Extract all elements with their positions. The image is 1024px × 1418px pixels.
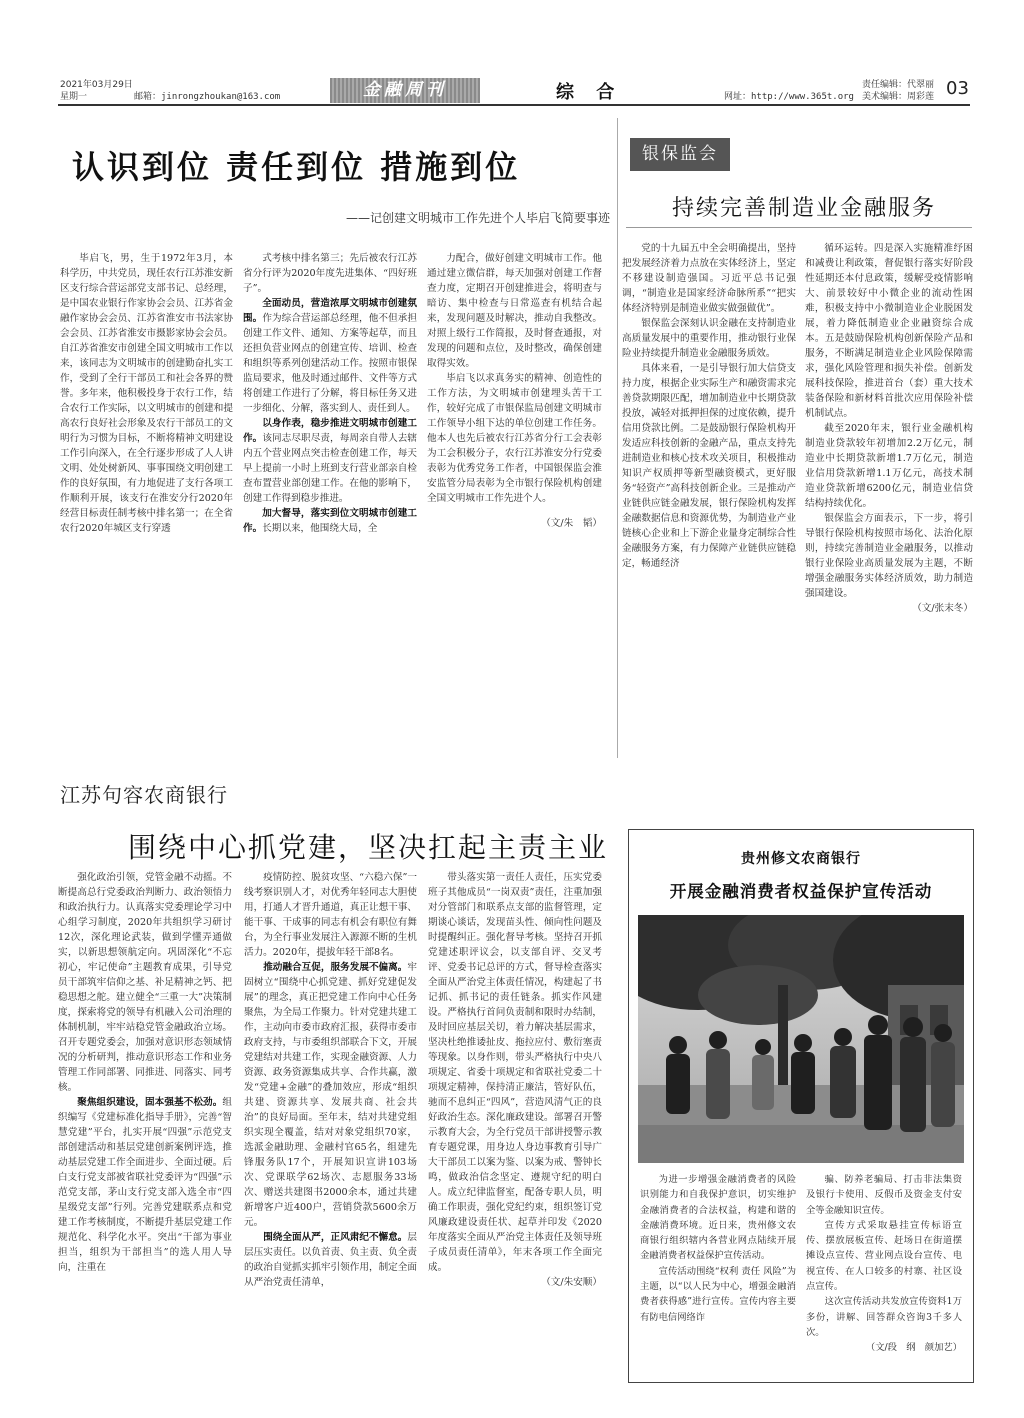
issue-date: 2021年03月29日 [60, 80, 133, 90]
article1-col3 [427, 251, 602, 571]
masthead-banner [330, 78, 480, 103]
article1-subtitle: ——记创建文明城市工作先进个人毕启飞简要事迹 [345, 211, 610, 225]
paragraph: 毕启飞以求真务实的精神、创造性的工作方法，为文明城市创建埋头苦干工作，较好完成了市银保监局创建文明城市工作领导小组下达的单位创建工作任务。他本人也先后被农行江苏省分行工会表彰为工会积极分子，农行江苏淮安分行党委表彰为优秀党务工作者，中国银保监会淮安监管分局表彰为全市银行保险机构创建全国文明城市工作先进个人。 [427, 373, 602, 504]
article4-org: 贵州修文农商银行 [741, 851, 861, 867]
article3-col2 [244, 870, 417, 1390]
paragraph: 党的十九届五中全会明确提出，坚持把发展经济着力点放在实体经济上，坚定不移建设制造强国。习近平总书记强调，“制造业是国家经济命脉所系”“把实体经济特别是制造业做实做强做优”。 [622, 243, 796, 314]
divider-vertical-top [617, 118, 618, 758]
paragraph: 为进一步增强金融消费者的风险识别能力和自我保护意识，切实维护金融消费者的合法权益，构建和谐的金融消费环境。近日来，贵州修文农商银行组织辖内各营业网点陆续开展金融消费者权益保护宣传活动。 [640, 1174, 796, 1262]
paragraph: 式考核中排名第三；先后被农行江苏省分行评为2020年度先进集体、“四好班子”。 [243, 253, 417, 294]
article2-title: 持续完善制造业金融服务 [672, 196, 937, 221]
paragraph: 这次宣传活动共发放宣传资料1万多份，讲解、回答群众咨询3千多人次。 [806, 1296, 962, 1338]
article4-col1 [640, 1172, 796, 1372]
paragraph: 聚焦组织建设，固本强基不松劲。组织编写《党建标准化指导手册》，完善“智慧党建”平台，扎实开展“四强”示范党支部创建活动和基层党建创新案例评选，推动基层党建工作全面进步、全面过硬。后白支行党支部被省联社党委评为“四强”示范党支部，茅山支行党支部入选全市“四星级党支部”行列。完善党建联系点和党建工作考核制度，不断提升基层党建工作规范化、科学化水平。突出“干部为事业担当，组织为干部担当”的选人用人导向，注重在 [58, 1097, 232, 1273]
article2-byline: （文/张末冬） [912, 603, 973, 614]
article2-title-rule [626, 227, 972, 228]
article1-byline: （文/朱 韬） [541, 518, 602, 529]
event-photo-scene [638, 915, 964, 1163]
paragraph: 围绕全面从严，正风肃纪不懈怠。层层压实责任。以负首责、负主责、负全责的政治自觉抓实抓牢引领作用，制定全面从严治党责任清单， [244, 1232, 417, 1288]
paragraph: 宣传活动围绕“权利 责任 风险”为主题，以“以人民为中心，增强金融消费者获得感”进行宣传。宣传内容主要有防电信网络诈 [640, 1265, 796, 1323]
paragraph: 银保监会方面表示，下一步，将引导银行保险机构按照市场化、法治化原则，持续完善制造业金融服务，以推动银行业保险业高质量发展为主题，不断增强金融服务实体经济质效，助力制造强国建设。 [805, 513, 973, 599]
paragraph: 循环运转。四是深入实施精准纾困和减费让利政策，督促银行落实好阶段性延期还本付息政策，缓解受疫情影响大、前景较好中小微企业的流动性困难，积极支持中小微制造业企业脱困发展，着力降低制造业企业融资综合成本。五是鼓励保险机构创新保险产品和服务，不断满足制造业企业风险保障需求，强化风险管理和损失补偿。创新发展科技保险，推进首台（套）重大技术装备保险和新材料首批次应用保险补偿机制试点。 [805, 243, 973, 419]
article1-col2 [243, 251, 417, 571]
article4-byline: （文/段 纲 颜加艺） [865, 1342, 962, 1354]
article4-title: 开展金融消费者权益保护宣传活动 [669, 882, 933, 901]
paragraph: 强化政治引领，党管金融不动摇。不断提高总行党委政治判断力、政治领悟力和政治执行力。认真落实党委理论学习中心组学习制度，2020年共组织学习研讨12次，深化理论武装，做到学懂弄通做实，以新思想领航定向。巩固深化“不忘初心，牢记使命”主题教育成果，引导党员干部筑牢信仰之基、补足精神之钙、把稳思想之舵。建立健全“三重一大”决策制度，探索将党的领导有机融入公司治理的体制机制，牢牢站稳党管金融政治立场。召开专题党委会，加强对意识形态领域情况的分析研判，推动意识形态工作和业务管理工作同部署、同推进、同落实、同考核。 [58, 872, 232, 1093]
article1-title: 认识到位 责任到位 措施到位 [72, 148, 521, 186]
paragraph: 全面动员，营造浓厚文明城市创建氛围。作为综合营运部总经理，他不但承担创建工作文件、通知、方案等起草，而且还担负营业网点的创建宣传、培训、检查和组织等系列创建活动工作。按照市银保监局要求，他及时通过邮件、文件等方式将创建工作进行了分解，将目标任务又进一步细化、分解，落实到人、责任到人。 [243, 298, 417, 414]
article3-byline: （文/朱安顺） [541, 1277, 602, 1288]
paragraph: 宣传方式采取悬挂宣传标语宣传、摆放展板宣传、赶场日在街道摆摊设点宣传、营业网点设台宣传、电视宣传、在人口较多的村寨、社区设点宣传。 [806, 1219, 962, 1293]
editor-credit: 责任编辑：代翠丽 [862, 80, 935, 90]
event-photo [638, 915, 964, 1163]
header-website: 网址：http://www.365t.org [724, 92, 854, 102]
masthead-title: 金融周刊 [363, 80, 447, 100]
article3-col1 [58, 870, 232, 1390]
paragraph: 力配合，做好创建文明城市工作。他通过建立微信群，每天加强对创建工作督查力度，定期召开创建推进会，将明查与暗访、集中检查与日常巡查有机结合起来，发现问题及时解决，推动自我整改。对照上级行工作简报，及时督查通报，对发现的问题和点位，及时整改，确保创建取得实效。 [427, 253, 602, 369]
header-email: 邮箱：jinrongzhoukan@163.com [134, 92, 281, 102]
article1-col1 [60, 251, 233, 571]
issue-weekday: 星期一 [60, 92, 88, 102]
article3-title: 围绕中心抓党建，坚决扛起主责主业 [128, 831, 609, 864]
paragraph: 带头落实第一责任人责任，压实党委班子其他成员“一岗双责”责任，注重加强对分管部门和联系点支部的监督管理，定期谈心谈话，发现苗头性、倾向性问题及时提醒纠正。强化督导考核。坚持召开抓党建述职评议会，以支部自评、交叉考评、党委书记总评的方式，督导检查落实全面从严治党主体责任情况，构建起了书记抓、抓书记的责任链条。抓实作风建设。严格执行首问负责制和限时办结制，及时回应基层关切，着力解决基层需求，坚决杜绝推诿扯皮、拖拉应付、敷衍塞责等现象。以身作则，带头严格执行中央八项规定、省委十项规定和省联社党委二十项规定精神，保持清正廉洁，管好队伍，驰而不息纠正“四风”，营造风清气正的良好政治生态。深化廉政建设。部署召开警示教育大会，为全行党员干部讲授警示教育专题党课，用身边人身边事教育引导广大干部员工以案为鉴、以案为戒、警钟长鸣，做政治信念坚定、遵规守纪的明白人。成立纪律监督室，配备专职人员，明确工作职责，强化党纪约束，组织签订党风廉政建设责任状、起草并印发《2020年度落实全面从严治党主体责任及领导班子成员责任清单》，年末各项工作全面完成。 [428, 872, 602, 1273]
article2-col1 [622, 241, 796, 641]
paragraph: 银保监会深刻认识金融在支持制造业高质量发展中的重要作用，推动银行业保险业持续提升制造业金融服务质效。 [622, 318, 796, 359]
article3-col3 [428, 870, 602, 1390]
page-number: 03 [946, 78, 969, 99]
article3-org: 江苏句容农商银行 [60, 783, 228, 807]
paragraph: 具体来看，一是引导银行加大信贷支持力度，根据企业实际生产和融资需求完善贷款期限匹配，增加制造业中长期贷款投放，减轻对抵押担保的过度依赖，提升信用贷款比例。二是鼓励银行保险机构开发适应科技创新的金融产品，重点支持先进制造业和核心技术攻关项目，积极推动知识产权质押等新型融资模式，更好服务“轻资产”高科技创新企业。三是推动产业链供应链金融发展，银行保险机构发挥金融数据信息和资源优势，为制造业产业链核心企业和上下游企业量身定制综合性金融服务方案，有力保障产业链供应链稳定，畅通经济 [622, 363, 796, 569]
article2-tag: 银保监会 [630, 138, 730, 171]
paragraph: 骗、防养老骗局、打击非法集资及银行卡使用、反假币及资金支付安全等金融知识宣传。 [806, 1174, 962, 1216]
paragraph: 疫情防控、脱贫攻坚、“六稳六保”一线考察识别人才，对优秀年轻同志大胆使用，打通人才晋升通道，真正让想干事、能干事、干成事的同志有机会有职位有舞台，为全行事业发展注入源源不断的生机活力。2020年，提拔年轻干部8名。 [244, 872, 417, 958]
paragraph: 推动融合互促，服务发展不偏离。牢固树立“围绕中心抓党建、抓好党建促发展”的理念，真正把党建工作向中心任务聚焦，为全局工作聚力。针对党建共建工作，主动向市委市政府汇报，获得市委市政府支持，与市委组织部联合下文，开展党建结对共建工作，实现金融资源、人力资源、政务资源集成共享、合作共赢，激发“党建+金融”的叠加效应，形成“组织共建、资源共享、发展共商、社会共治”的良好局面。至年末，结对共建党组织实现全覆盖，结对对象党组织70家，选派金融助理、金融村官65名，组建先锋服务队17个，开展知识宣讲103场次、党课联学62场次、志愿服务33场次、赠送共建图书2000余本，通过共建新增客户近400户，营销贷款5600余万元。 [244, 962, 417, 1228]
art-editor-credit: 美术编辑：周彩莲 [862, 92, 935, 102]
paragraph: 截至2020年末，银行业金融机构制造业贷款较年初增加2.2万亿元，制造业中长期贷款新增1.7万亿元，制造业信用贷款新增1.1万亿元，高技术制造业贷款新增6200亿元，制造业信贷结构持续优化。 [805, 423, 973, 509]
section-name: 综 合 [556, 82, 623, 103]
paragraph: 以身作表，稳步推进文明城市创建工作。该同志尽职尽责，每周亲自带人去辖内五个营业网点突击检查创建工作，每天早上提前一小时上班到支行营业部亲自检查布置营业部创建工作。在他的影响下，创建工作得到稳步推进。 [243, 418, 417, 504]
article2-col2 [805, 241, 973, 641]
paragraph: 毕启飞，男，生于1972年3月，本科学历，中共党员，现任农行江苏淮安新区支行综合营运部党支部书记、总经理，是中国农业银行作家协会会员、江苏省金融作家协会会员、江苏省淮安市书法家协会会员、江苏省淮安市摄影家协会会员。自江苏省淮安市创建全国文明城市工作以来，该同志为文明城市的创建勤奋扎实工作，受到了全行干部员工和社会各界的赞誉。多年来，他积极投身于农行工作，结合农行工作实际，以文明城市的创建和提高农行良好社会形象及农行干部员工的文明行为习惯为目标，不断将精神文明建设工作引向深入，在全行逐步形成了人人讲文明、处处树新风、事事围绕文明创建工作的良好氛围，有力地促进了支行各项工作顺利开展，该支行在淮安分行2020年经营目标责任制考核中排名第一；在全省农行2020年城区支行穿透 [60, 253, 233, 534]
paragraph: 加大督导，落实到位文明城市创建工作。长期以来，他围绕大局，全 [243, 508, 417, 534]
article4-col2 [806, 1172, 962, 1372]
header-rule [58, 104, 970, 106]
